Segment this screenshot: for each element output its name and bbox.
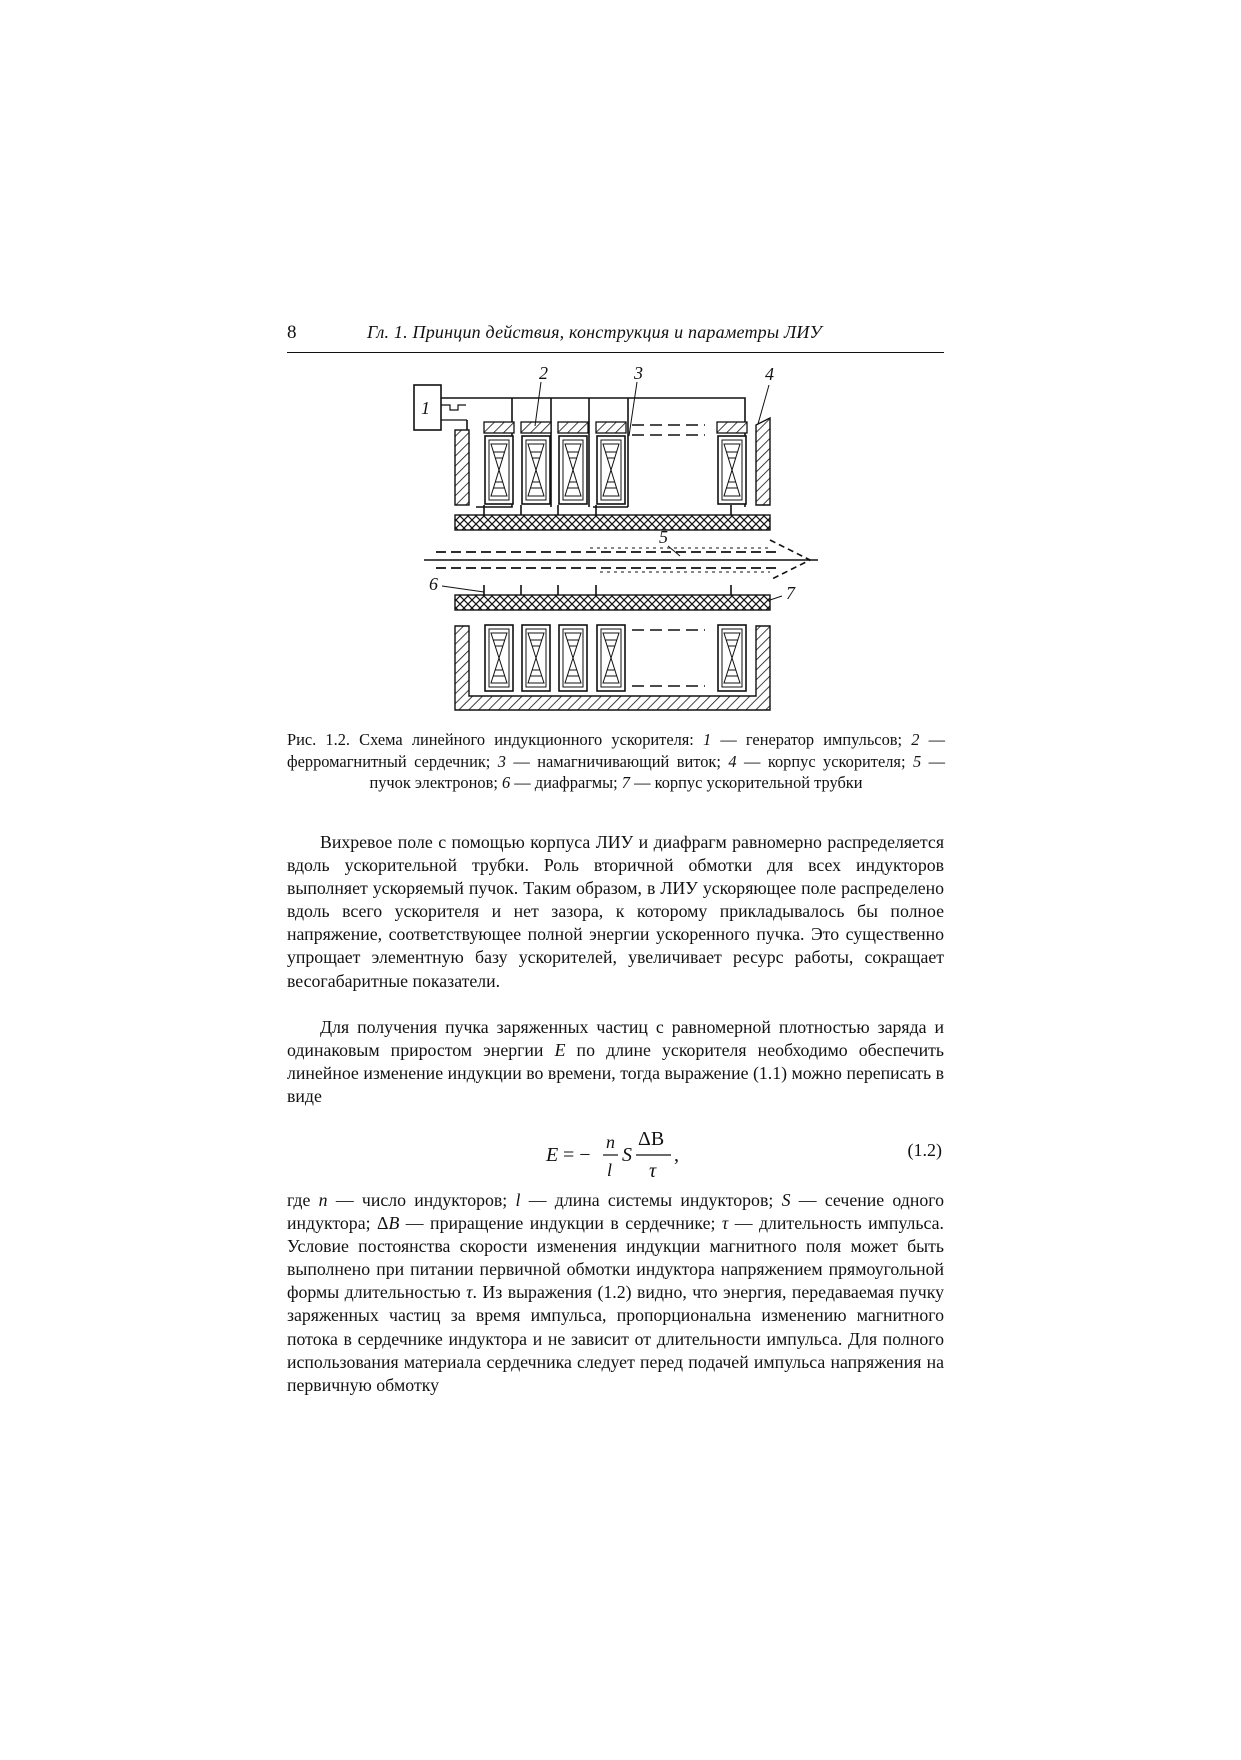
callout-3: 3 <box>634 363 643 383</box>
electron-beam <box>424 540 818 580</box>
p3-var: n <box>318 1190 328 1210</box>
caption-text: — пучок электронов; <box>369 751 945 792</box>
caption-num: 3 <box>497 751 506 771</box>
p3-text: — число индукторов; <box>327 1190 516 1210</box>
caption-prefix: Рис. 1.2. Схема линейного индукционного ускорителя: <box>287 730 704 749</box>
formula-tail: , <box>674 1144 679 1166</box>
formula-frac2-den: τ <box>649 1160 657 1182</box>
variable-e: E <box>554 1040 566 1061</box>
upper-cores <box>484 422 747 504</box>
p3-text: — приращение индукции в сердечнике; <box>399 1213 722 1234</box>
caption-text: — корпус ускорителя; <box>736 751 913 771</box>
caption-text: — диафрагмы; <box>510 773 622 792</box>
tube-wall-bottom <box>455 595 770 610</box>
formula-mid: S <box>622 1144 632 1166</box>
running-title: Гл. 1. Принцип действия, конструкция и параметры ЛИУ <box>367 322 822 342</box>
p3-var: B <box>388 1213 400 1234</box>
caption-num: 7 <box>621 773 630 792</box>
paragraph-3 <box>287 1189 944 1397</box>
equation-1-2 <box>287 1124 944 1186</box>
paragraph-2-part-b: по длине ускорителя необходимо обеспечить линейное изменение индукции во времени, тогда выражение (1.1) можно переписать в виде <box>287 1040 944 1107</box>
callout-2: 2 <box>539 363 548 383</box>
page-number: 8 <box>287 322 297 343</box>
formula-lhs: E <box>546 1144 559 1166</box>
caption-text: — генератор импульсов; <box>711 730 912 749</box>
p3-var: τ <box>721 1213 729 1234</box>
caption-num: 5 <box>912 751 922 771</box>
figure-caption <box>287 729 945 794</box>
caption-text: — ферромагнитный сердечник; <box>287 730 945 771</box>
p3-var: l <box>515 1190 521 1210</box>
p3-var: τ <box>466 1282 473 1303</box>
p3-text: где <box>287 1190 319 1210</box>
callout-7: 7 <box>786 583 795 603</box>
paragraph-1: Вихревое поле с помощью корпуса ЛИУ и диафрагм равномерно распределяется вдоль ускорительной трубки. Роль вторичной обмотки для всех индукторов выполняет ускоряемый пучок. Таким образом, в ЛИУ ускоряющее поле распределено вдоль всего ускорителя и нет зазора, к которому прикладывалось бы полное напряжение, соответствующее полной энергии ускоренного пучка. Это существенно упрощает элементную базу ускорителей, увеличивает ресурс работы, сокращает весогабаритные показатели. <box>287 832 944 991</box>
equation-number: (1.2) <box>907 1140 942 1160</box>
callout-6: 6 <box>429 574 438 594</box>
p3-text: — длина системы индукторов; <box>520 1190 782 1210</box>
tube-wall-top <box>455 515 770 530</box>
housing-right-top <box>756 418 770 505</box>
caption-num: 4 <box>728 751 737 771</box>
callout-5: 5 <box>659 527 668 547</box>
formula-frac1-num: n <box>606 1132 615 1152</box>
caption-num: 2 <box>911 730 920 749</box>
p3-text: . Из выражения (1.2) видно, что энергия, передаваемая пучку заряженных частиц за время импульса, пропорциональна изменению магнитного потока в сердечнике индуктора и не зависит от длительности импульса. Для полного использования материала сердечника следует перед подачей импульса напряжения на первичную обмотку <box>287 1282 944 1395</box>
p3-text: — сечение одного индуктора; Δ <box>287 1190 944 1234</box>
accelerator-schematic <box>0 0 1241 740</box>
formula-frac2-num: ΔB <box>638 1128 665 1150</box>
callout-4: 4 <box>765 364 774 384</box>
paragraph-2-part-a: Для получения пучка заряженных частиц с равномерной плотностью заряда и одинаковым приростом энергии <box>287 1017 944 1061</box>
p3-var: S <box>781 1190 791 1210</box>
caption-text: — намагничивающий виток; <box>506 751 729 771</box>
housing-left-top <box>455 430 469 505</box>
lower-cores <box>485 625 746 691</box>
paragraph-2 <box>287 1016 944 1108</box>
formula-frac1-den: l <box>607 1160 613 1180</box>
formula-equals: = − <box>563 1144 591 1166</box>
caption-num: 1 <box>703 730 712 749</box>
caption-text: — корпус ускорительной трубки <box>630 773 863 792</box>
caption-num: 6 <box>501 773 511 792</box>
p3-text: — длительность импульса. Условие постоянства скорости изменения индукции магнитного поля может быть выполнено при питании первичной обмотки индуктора напряжением прямоугольной формы длительностью <box>287 1213 944 1303</box>
callout-1: 1 <box>421 398 430 418</box>
